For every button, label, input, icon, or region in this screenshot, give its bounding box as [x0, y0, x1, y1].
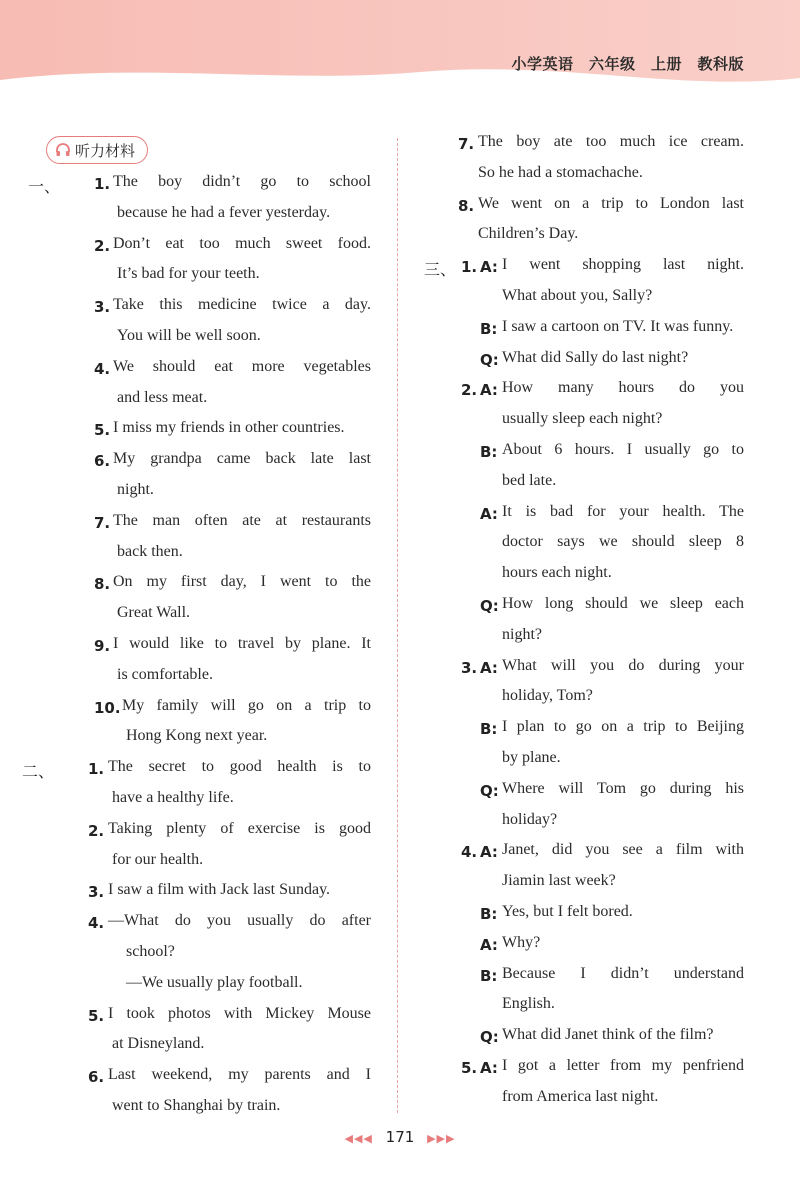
page-footer — [0, 1128, 800, 1146]
dialogue-text: Where will Tom go during his — [502, 779, 744, 797]
dialogue-text: hours each night. — [502, 564, 612, 582]
badge-label: 听力材料 — [75, 141, 136, 160]
dialogue-text: Yes, but I felt bored. — [502, 903, 633, 920]
dialogue-text: It is bad for your health. The — [502, 502, 744, 520]
header-band — [0, 0, 800, 100]
item-text: school? — [126, 943, 175, 960]
item-number: 4. — [94, 359, 111, 378]
item-number: 4. — [461, 843, 478, 862]
item-text: Don’t eat too much sweet food. — [113, 234, 371, 252]
dialogue-text: How many hours do you — [502, 379, 744, 397]
right-arrows-icon: ▶▶▶ — [427, 1132, 456, 1145]
dialogue-text: I saw a cartoon on TV. It was funny. — [502, 317, 734, 335]
headphones-icon — [55, 142, 71, 158]
item-text: I took photos with Mickey Mouse — [108, 1004, 371, 1022]
item-text: for our health. — [112, 850, 204, 868]
item-number: 3. — [461, 658, 478, 677]
item-text: Great Wall. — [117, 604, 191, 622]
speaker-label: A: — [480, 504, 498, 523]
item-text: You will be well soon. — [117, 327, 261, 344]
dialogue-text: I got a letter from my penfriend — [502, 1057, 744, 1074]
dialogue-text: What about you, Sally? — [502, 287, 653, 304]
dialogue-text: What will you do during your — [502, 656, 744, 674]
dialogue-text: I went shopping last night. — [502, 256, 744, 274]
item-number: 5. — [461, 1059, 478, 1077]
column-divider — [397, 138, 398, 1113]
item-text: night. — [117, 481, 154, 498]
page-number: 171 — [385, 1128, 415, 1146]
speaker-label: A: — [480, 843, 498, 862]
dialogue-text: Because I didn’t understand — [502, 964, 744, 982]
item-text: I saw a film with Jack last Sunday. — [108, 881, 331, 899]
item-number: 9. — [94, 637, 111, 655]
dialogue-text: How long should we sleep each — [502, 595, 744, 612]
dialogue-text: I plan to go on a trip to Beijing — [502, 718, 744, 736]
item-number: 2. — [94, 236, 111, 255]
item-text: I miss my friends in other countries. — [113, 419, 345, 437]
dialogue-text: Why? — [502, 933, 541, 951]
item-text: —We usually play football. — [126, 973, 303, 991]
item-text: Hong Kong next year. — [126, 727, 268, 745]
item-number: 2. — [461, 381, 478, 400]
speaker-label: Q: — [480, 1028, 499, 1047]
item-text: Take this medicine twice a day. — [113, 296, 371, 314]
item-text: is comfortable. — [117, 665, 213, 683]
item-number: 8. — [94, 575, 111, 594]
speaker-label: B: — [480, 905, 498, 923]
item-text: My family will go on a trip to — [122, 696, 371, 714]
item-number: 1. — [461, 258, 478, 277]
dialogue-text: English. — [502, 995, 555, 1013]
item-number: 6. — [88, 1068, 105, 1087]
item-number: 8. — [458, 196, 475, 215]
speaker-label: Q: — [480, 597, 499, 615]
speaker-label: B: — [480, 966, 498, 985]
item-text: went to Shanghai by train. — [112, 1097, 281, 1114]
speaker-label: Q: — [480, 350, 499, 369]
item-number: 6. — [94, 452, 111, 471]
section-label: 三、 — [424, 260, 457, 280]
item-text: The man often ate at restaurants — [113, 511, 371, 529]
speaker-label: B: — [480, 443, 498, 461]
section-badge — [46, 136, 148, 164]
item-text: I would like to travel by plane. It — [113, 635, 371, 652]
dialogue-text: holiday, Tom? — [502, 687, 593, 705]
item-text: Taking plenty of exercise is good — [108, 819, 371, 837]
header-title: 小学英语 六年级 上册 教科版 — [511, 55, 744, 73]
item-text: It’s bad for your teeth. — [117, 265, 260, 283]
item-number: 1. — [88, 760, 105, 779]
dialogue-text: doctor says we should sleep 8 — [502, 533, 744, 551]
item-text: have a healthy life. — [112, 789, 234, 806]
item-number: 7. — [94, 513, 111, 532]
item-number: 10. — [94, 698, 121, 717]
item-text: —What do you usually do after — [108, 912, 371, 930]
left-arrows-icon: ◀◀◀ — [344, 1132, 373, 1145]
speaker-label: B: — [480, 319, 498, 338]
item-text: We should eat more vegetables — [113, 357, 371, 375]
speaker-label: A: — [480, 258, 498, 277]
item-number: 2. — [88, 821, 105, 840]
item-number: 7. — [458, 135, 475, 153]
dialogue-text: from America last night. — [502, 1087, 659, 1105]
speaker-label: A: — [480, 935, 498, 954]
speaker-label: A: — [480, 658, 498, 677]
dialogue-text: About 6 hours. I usually go to — [502, 441, 744, 458]
item-number: 3. — [88, 883, 105, 902]
dialogue-text: What did Janet think of the film? — [502, 1026, 714, 1044]
speaker-label: A: — [480, 1059, 498, 1077]
item-text: We went on a trip to London last — [478, 194, 744, 212]
item-text: The boy ate too much ice cream. — [478, 133, 744, 150]
dialogue-text: by plane. — [502, 749, 561, 766]
speaker-label: Q: — [480, 781, 499, 800]
item-text: The secret to good health is to — [108, 758, 371, 776]
dialogue-text: usually sleep each night? — [502, 410, 663, 428]
dialogue-text: Janet, did you see a film with — [502, 841, 744, 859]
dialogue-text: night? — [502, 625, 542, 643]
speaker-label: B: — [480, 720, 498, 739]
speaker-label: A: — [480, 381, 498, 400]
item-text: back then. — [117, 542, 183, 560]
item-number: 4. — [88, 914, 105, 933]
dialogue-text: holiday? — [502, 810, 558, 828]
item-text: at Disneyland. — [112, 1035, 205, 1053]
item-number: 5. — [94, 421, 111, 440]
dialogue-text: bed late. — [502, 471, 557, 489]
item-text: On my first day, I went to the — [113, 573, 371, 591]
item-text: and less meat. — [117, 388, 208, 406]
dialogue-text: Jiamin last week? — [502, 872, 616, 890]
item-text: The boy didn’t go to school — [113, 173, 371, 190]
item-text: So he had a stomachache. — [478, 163, 643, 181]
section-label: 二、 — [22, 762, 55, 782]
item-number: 1. — [94, 175, 111, 193]
item-text: because he had a fever yesterday. — [117, 203, 331, 221]
item-text: My grandpa came back late last — [113, 450, 371, 468]
item-text: Children’s Day. — [478, 225, 579, 243]
item-text: Last weekend, my parents and I — [108, 1066, 371, 1084]
item-number: 5. — [88, 1006, 105, 1025]
item-number: 3. — [94, 298, 111, 317]
section-label: 一、 — [28, 177, 61, 196]
dialogue-text: What did Sally do last night? — [502, 348, 689, 366]
